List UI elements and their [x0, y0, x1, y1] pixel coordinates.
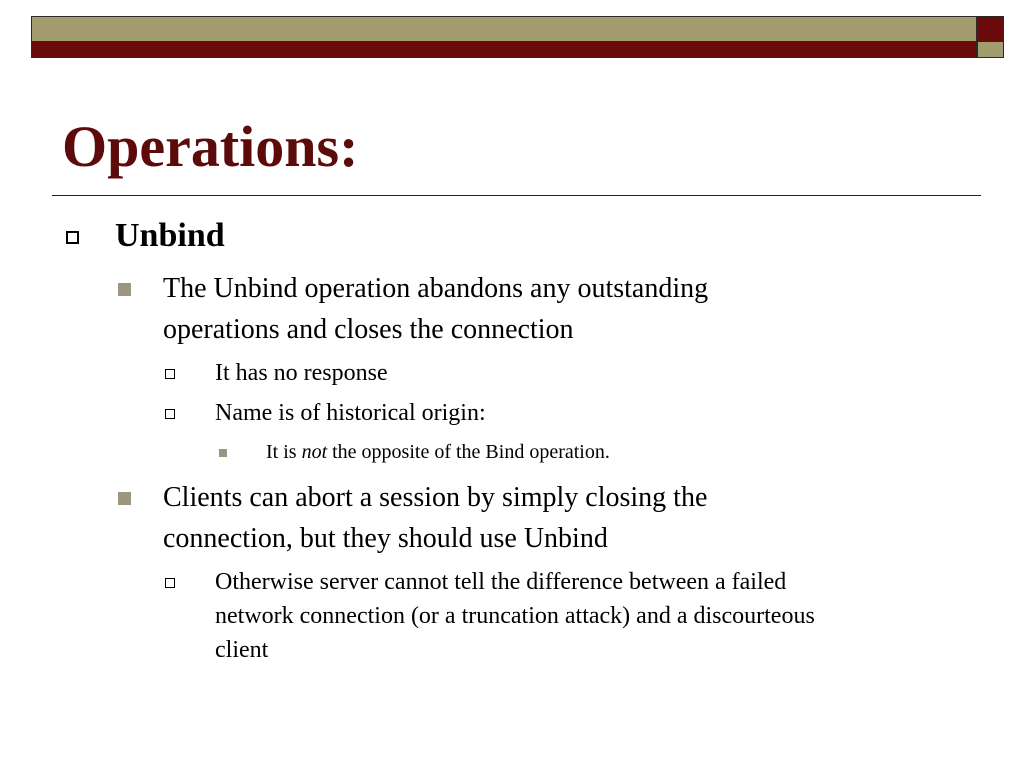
- bullet-text-block: [215, 565, 815, 667]
- bullet-text-line: connection, but they should use Unbind: [163, 523, 608, 554]
- bullet-text-block: [163, 477, 707, 559]
- hollow-square-bullet-icon: [165, 578, 175, 588]
- title-divider: [52, 195, 981, 196]
- header-square-red: [977, 16, 1004, 42]
- bullet-text-block: [163, 268, 708, 350]
- bullet-text-prefix: It is: [266, 441, 302, 463]
- bullet-text-suffix: the opposite of the Bind operation.: [327, 441, 610, 463]
- filled-square-bullet-icon: [118, 283, 131, 296]
- bullet-text-emphasis: not: [301, 441, 328, 463]
- bullet-text: [266, 439, 610, 465]
- filled-square-bullet-icon: [219, 449, 227, 457]
- bullet-text-line: The Unbind operation abandons any outstanding: [163, 273, 709, 304]
- slide-title: Operations:: [62, 114, 359, 179]
- bullet-text-line: operations and closes the connection: [163, 314, 574, 345]
- header-band-red: [31, 41, 977, 58]
- hollow-square-bullet-icon: [66, 231, 79, 244]
- bullet-text: It has no response: [215, 360, 388, 386]
- hollow-square-bullet-icon: [165, 409, 175, 419]
- bullet-text: Unbind: [115, 217, 225, 254]
- header-square-olive: [977, 41, 1004, 58]
- bullet-text-line: Clients can abort a session by simply closing the: [163, 482, 708, 513]
- bullet-text-line: Otherwise server cannot tell the difference between a failed: [215, 569, 787, 595]
- bullet-text-line: network connection (or a truncation attack) and a discourteous: [215, 603, 815, 629]
- header-band-olive: [31, 16, 977, 42]
- hollow-square-bullet-icon: [165, 369, 175, 379]
- bullet-text: Name is of historical origin:: [215, 400, 486, 426]
- filled-square-bullet-icon: [118, 492, 131, 505]
- bullet-text-line: client: [215, 637, 269, 663]
